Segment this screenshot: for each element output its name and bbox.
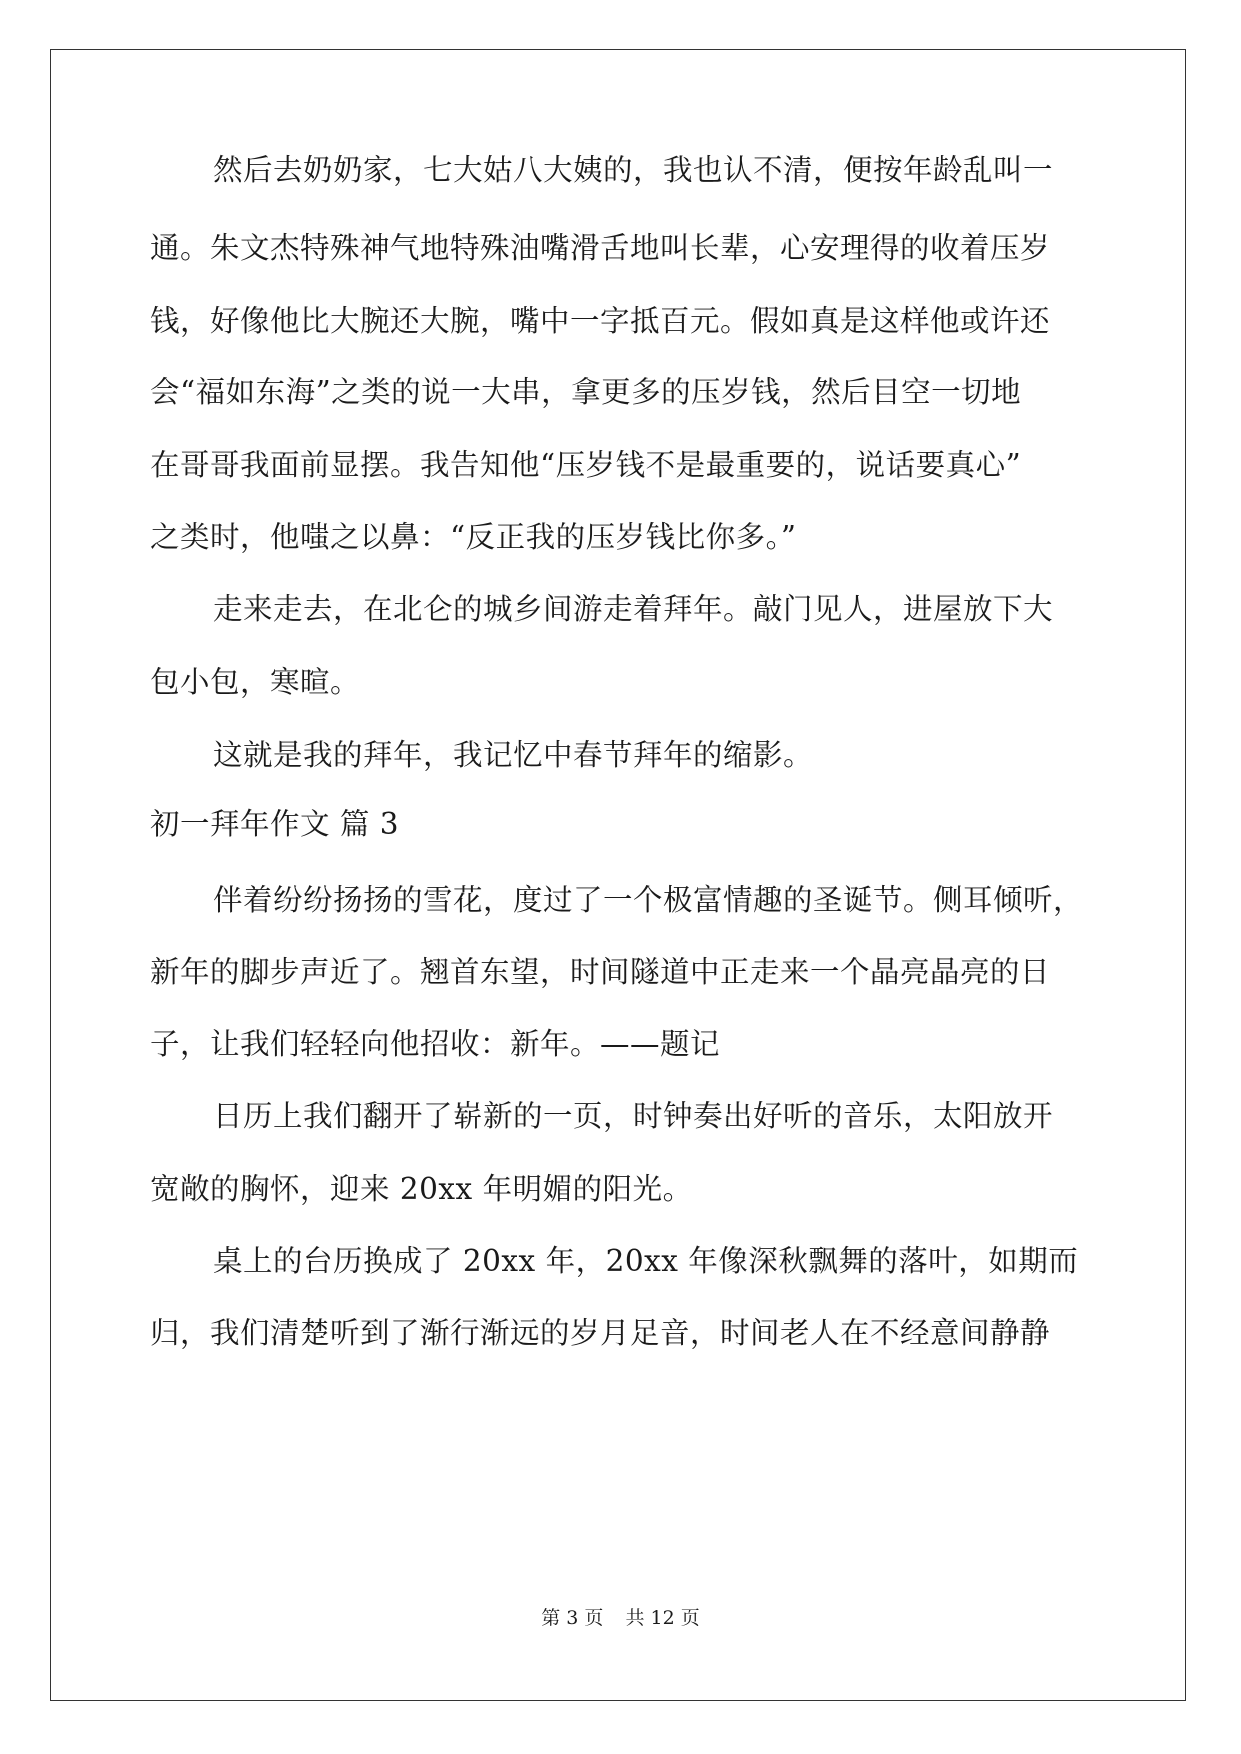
page-total: 共 12 页 xyxy=(625,1607,700,1629)
paragraph-line: 新年的脚步声近了。翘首东望，时间隧道中正走来一个晶亮晶亮的日 xyxy=(150,955,1051,989)
paragraph-line: 在哥哥我面前显摆。我告知他“压岁钱不是最重要的，说话要真心” xyxy=(150,448,1022,482)
paragraph-line: 桌上的台历换成了 20xx 年，20xx 年像深秋飘舞的落叶，如期而 xyxy=(213,1244,1079,1278)
paragraph-line: 钱，好像他比大腕还大腕，嘴中一字抵百元。假如真是这样他或许还 xyxy=(150,304,1051,338)
paragraph-line: 子，让我们轻轻向他招收：新年。——题记 xyxy=(150,1027,721,1061)
page-footer xyxy=(0,1606,1241,1630)
paragraph-line: 伴着纷纷扬扬的雪花，度过了一个极富情趣的圣诞节。侧耳倾听， xyxy=(213,883,1084,917)
paragraph-line: 走来走去，在北仑的城乡间游走着拜年。敲门见人，进屋放下大 xyxy=(213,592,1054,626)
page-number: 第 3 页 xyxy=(541,1607,604,1629)
page-border xyxy=(50,49,1186,1701)
paragraph-line: 归，我们清楚听到了渐行渐远的岁月足音，时间老人在不经意间静静 xyxy=(150,1316,1051,1350)
paragraph-line: 包小包，寒暄。 xyxy=(150,665,361,699)
paragraph-line: 这就是我的拜年，我记忆中春节拜年的缩影。 xyxy=(213,738,814,772)
paragraph-line: 会“福如东海”之类的说一大串，拿更多的压岁钱，然后目空一切地 xyxy=(150,375,1022,409)
section-heading: 初一拜年作文 篇 3 xyxy=(150,807,400,841)
paragraph-line: 通。朱文杰特殊神气地特殊油嘴滑舌地叫长辈，心安理得的收着压岁 xyxy=(150,231,1051,265)
paragraph-line: 然后去奶奶家，七大姑八大姨的，我也认不清，便按年龄乱叫一 xyxy=(213,153,1054,187)
paragraph-line: 日历上我们翻开了崭新的一页，时钟奏出好听的音乐，太阳放开 xyxy=(213,1099,1054,1133)
paragraph-line: 宽敞的胸怀，迎来 20xx 年明媚的阳光。 xyxy=(150,1172,693,1206)
paragraph-line: 之类时，他嗤之以鼻：“反正我的压岁钱比你多。” xyxy=(150,520,797,554)
